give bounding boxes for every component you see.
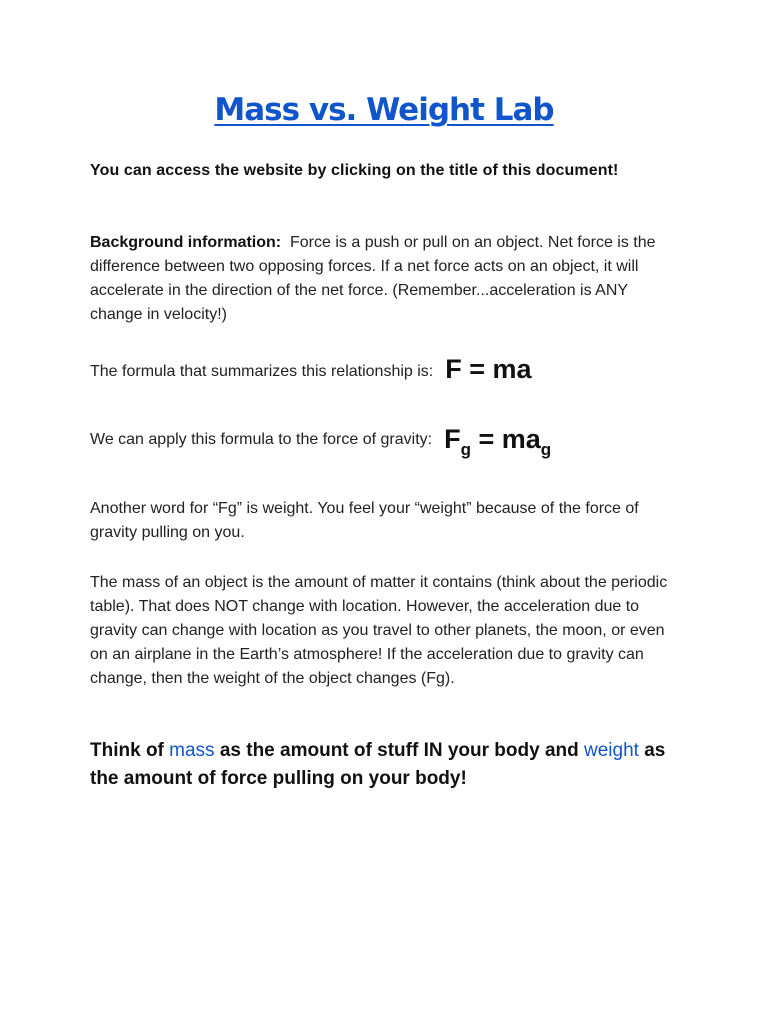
- background-paragraph: [90, 231, 675, 327]
- formula-gravity-a-subscript: g: [540, 440, 552, 459]
- formula-gravity: [444, 424, 552, 459]
- formula-row-2: [90, 420, 552, 459]
- think-part-2: as the amount of stuff IN your body and: [214, 740, 585, 761]
- weight-paragraph: Another word for “Fg” is weight. You feel your “weight” because of the force of gravity pulling on you.: [90, 500, 639, 541]
- formula-f-equals-ma: F = ma: [445, 354, 532, 384]
- background-text: Force is a push or pull on an object. Net force is the difference between two opposing forces. If a net force acts on an object, it will accelerate in the direction of the net force. (Remember...acceleration is ANY change in velocity!): [90, 234, 656, 323]
- think-part-1: Think of: [90, 740, 170, 761]
- formula-gravity-mid: = ma: [470, 424, 541, 454]
- think-statement: [90, 737, 690, 793]
- formula-row-1: [90, 352, 532, 383]
- document-title-link[interactable]: Mass vs. Weight Lab: [214, 92, 554, 128]
- keyword-weight: weight: [584, 740, 639, 761]
- keyword-mass: mass: [169, 740, 215, 761]
- formula-1-text: The formula that summarizes this relationship is:: [90, 363, 434, 380]
- mass-paragraph: The mass of an object is the amount of matter it contains (think about the periodic table). That does NOT change with location. However, the acceleration due to gravity can change with location as you travel to other planets, the moon, or even on an airplane in the Earth’s atmosphere! If the acceleration due to gravity can change, then the weight of the object changes (Fg).: [90, 574, 668, 687]
- background-label: Background information:: [90, 234, 282, 251]
- formula-2-text: We can apply this formula to the force of gravity:: [90, 431, 433, 448]
- formula-gravity-f-subscript: g: [460, 440, 471, 459]
- think-part-3: as the amount of force pulling on your body!: [90, 740, 666, 789]
- formula-gravity-f: F: [444, 424, 461, 454]
- instruction-text: You can access the website by clicking on the title of this document!: [90, 162, 619, 179]
